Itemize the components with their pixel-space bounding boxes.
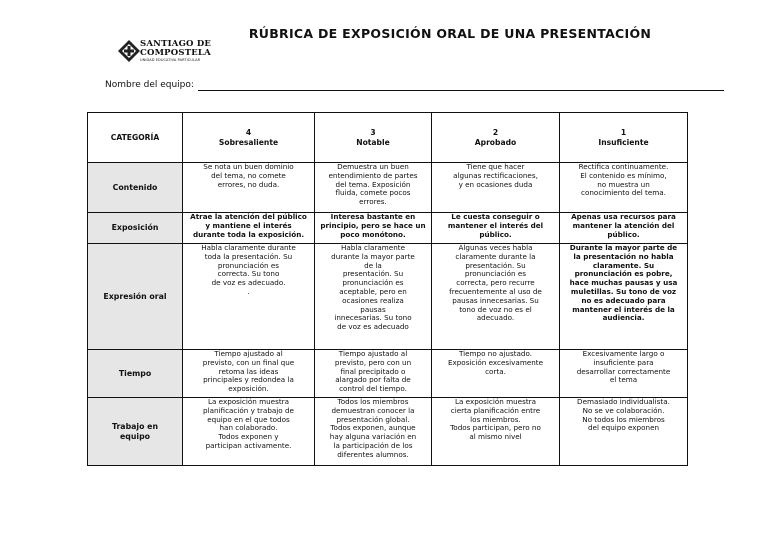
level-label: Notable [356, 137, 390, 147]
rubric-cell [432, 244, 560, 350]
cell-text: Tiempo no ajustado. Exposición excesivamente corta. [447, 349, 544, 376]
document-title: RÚBRICA DE EXPOSICIÓN ORAL DE UNA PRESENTACIÓN [248, 26, 652, 41]
category-cell [88, 350, 183, 398]
rubric-cell [432, 163, 560, 213]
logo-subtitle: UNIDAD EDUCATIVA PARTICULAR [140, 58, 201, 62]
category-label: Expresión oral [103, 291, 167, 301]
rubric-cell [560, 213, 688, 244]
table-row-expresion-oral [88, 244, 688, 350]
school-crest-icon [118, 40, 140, 62]
cell-text: Excesivamente largo o insuficiente para desarrollar correctamente el tema [576, 349, 671, 385]
rubric-cell [183, 244, 315, 350]
category-cell [88, 163, 183, 213]
level-score: 4 [245, 127, 252, 137]
rubric-cell [315, 398, 432, 466]
team-name-label: Nombre del equipo: [105, 80, 194, 90]
cell-text: Durante la mayor parte de la presentación no habla claramente. Su pronunciación es pobre, hace muchas pausas y usa muletillas. Su tono de voz no es adecuado para mantener el interés de la audiencia. [569, 243, 678, 323]
table-row-trabajo-en-equipo [88, 398, 688, 466]
cell-text: Atrae la atención del público y mantiene el interés durante toda la exposición. [190, 212, 307, 239]
header-category: CATEGORÍA [88, 113, 183, 163]
cell-text: La exposición muestra planificación y trabajo de equipo en el que todos han colaborado. Todos exponen y participan activamente. [203, 397, 294, 450]
level-label: Aprobado [474, 137, 517, 147]
rubric-cell [432, 213, 560, 244]
rubric-cell [560, 398, 688, 466]
cell-text: Demuestra un buen entendimiento de partes del tema. Exposición fluida, comete pocos errores. [328, 162, 418, 207]
rubric-cell [315, 350, 432, 398]
rubric-cell [560, 350, 688, 398]
team-name-field[interactable] [198, 90, 724, 91]
category-cell [88, 213, 183, 244]
header-level-3 [315, 113, 432, 163]
cell-text: Le cuesta conseguir o mantener el interés del público. [447, 212, 544, 239]
level-score: 3 [370, 127, 376, 137]
rubric-cell [183, 350, 315, 398]
rubric-cell [432, 398, 560, 466]
cell-text: La exposición muestra cierta planificación entre los miembros. Todos participan, pero no al mismo nivel [450, 397, 541, 442]
category-label: Tiempo [118, 368, 152, 378]
cell-text: Algunas veces habla claramente durante la presentación. Su pronunciación es correcta, pero recurre frecuentemente al uso de pausas innecesarias. Su tono de voz no es el adecuado. [449, 243, 542, 323]
header-level-1 [560, 113, 688, 163]
school-logo [118, 38, 212, 64]
level-label: Insuficiente [598, 137, 649, 147]
cell-text: Apenas usa recursos para mantener la atención del público. [571, 212, 676, 239]
header-level-4 [183, 113, 315, 163]
cell-text: Tiene que hacer algunas rectificaciones, y en ocasiones duda [453, 162, 538, 189]
category-cell [88, 398, 183, 466]
cell-text: Habla claramente durante toda la presentación. Su pronunciación es correcta. Su tono de voz es adecuado. . [201, 243, 296, 296]
cell-text: Tiempo ajustado al previsto, con un final que retoma las ideas principales y redondea la exposición. [202, 349, 295, 394]
header-level-2 [432, 113, 560, 163]
rubric-cell [432, 350, 560, 398]
table-row-exposicion [88, 213, 688, 244]
level-score: 1 [620, 127, 627, 137]
cell-text: Demasiado individualista. No se ve colaboración. No todos los miembros del equipo exponen [577, 397, 670, 433]
table-header-row [88, 113, 688, 163]
category-cell [88, 244, 183, 350]
category-label: Contenido [112, 182, 158, 192]
rubric-cell [560, 244, 688, 350]
rubric-cell [560, 163, 688, 213]
rubric-cell [315, 213, 432, 244]
cell-text: Todos los miembros demuestran conocer la presentación global. Todos exponen, aunque hay alguna variación en la participación de los diferentes alumnos. [329, 397, 417, 459]
category-label: Exposición [111, 223, 159, 233]
level-score: 2 [492, 127, 499, 137]
rubric-cell [183, 398, 315, 466]
rubric-cell [315, 163, 432, 213]
rubric-cell [183, 163, 315, 213]
cell-text: Tiempo ajustado al previsto, pero con un final precipitado o alargado por falta de control del tiempo. [334, 349, 412, 394]
cell-text: Rectifica continuamente. El contenido es mínimo, no muestra un conocimiento del tema. [578, 162, 669, 198]
level-label: Sobresaliente [218, 137, 279, 147]
table-row-contenido [88, 163, 688, 213]
rubric-cell [183, 213, 315, 244]
cell-text: Habla claramente durante la mayor parte de la presentación. Su pronunciación es aceptable, pero en ocasiones realiza pausas innecesarias. Su tono de voz es adecuado [331, 243, 415, 332]
rubric-cell [315, 244, 432, 350]
rubric-table [87, 112, 688, 466]
cell-text: Interesa bastante en principio, pero se hace un poco monótono. [320, 212, 426, 239]
table-row-tiempo [88, 350, 688, 398]
logo-text-line1: SANTIAGO DE [140, 39, 212, 49]
logo-text-line2: COMPOSTELA [140, 48, 211, 58]
category-label: Trabajo en equipo [112, 422, 158, 441]
cell-text: Se nota un buen dominio del tema, no comete errores, no duda. [203, 162, 294, 189]
